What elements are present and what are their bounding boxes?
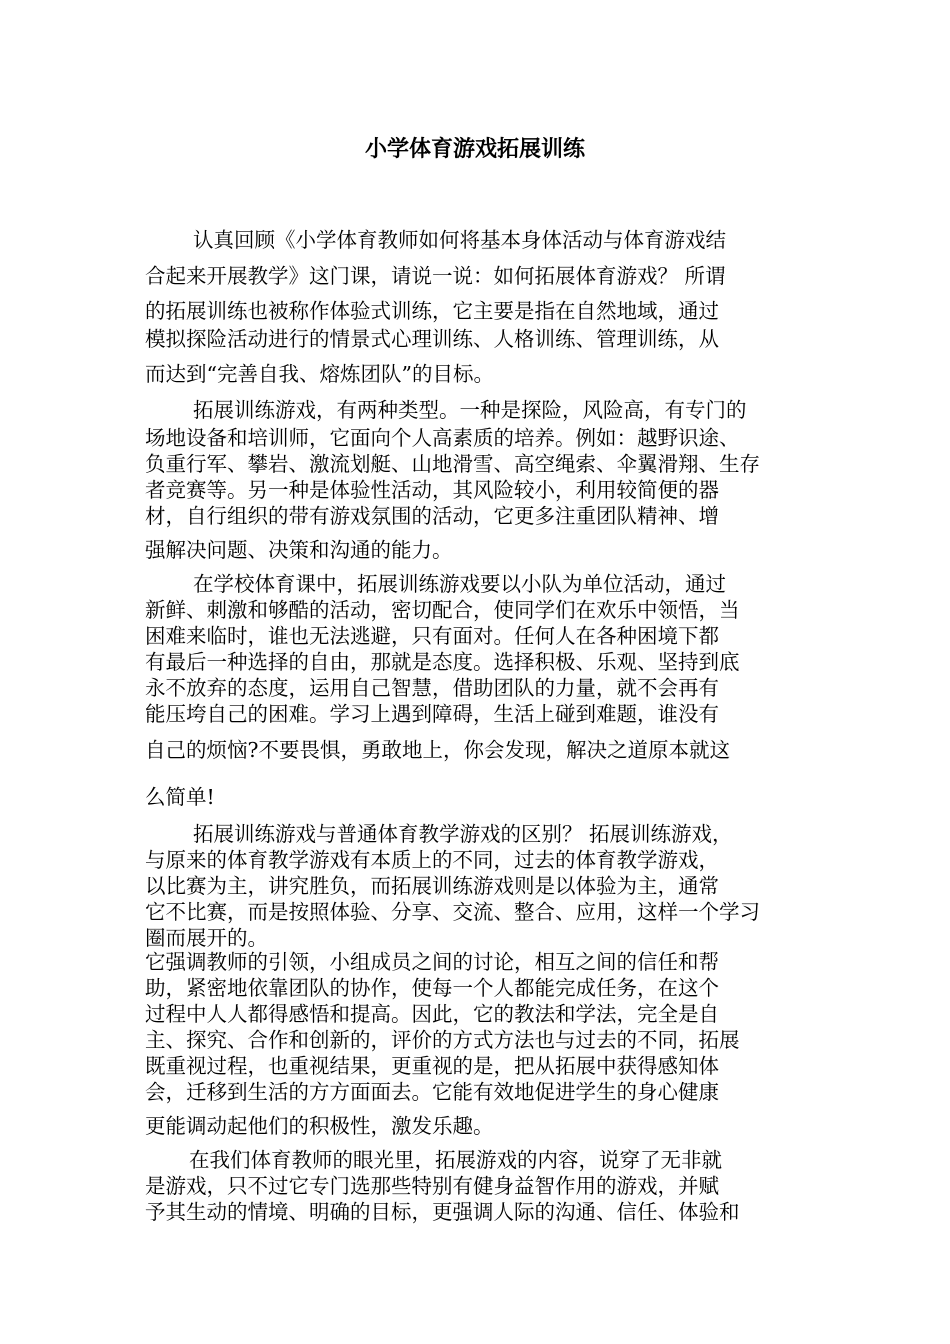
text-line: 助，紧密地依靠团队的协作，使每一个人都能完成任务，在这个	[145, 976, 719, 1000]
text-line: 以比赛为主，讲究胜负，而拓展训练游戏则是以体验为主，通常	[145, 874, 719, 898]
text-line: 过程中人人都得感悟和提高。因此，它的教法和学法，完全是自	[145, 1002, 719, 1026]
text-line: 与原来的体育教学游戏有本质上的不同，过去的体育教学游戏，	[145, 848, 719, 872]
text-line: 能压垮自己的困难。学习上遇到障碍，生活上碰到难题，谁没有	[145, 702, 719, 726]
text-line: 模拟探险活动进行的情景式心理训练、人格训练、管理训练，从	[145, 327, 719, 351]
text-line: 拓展训练游戏，有两种类型。一种是探险，风险高，有专门的	[193, 398, 747, 422]
text-line: 困难来临时，谁也无法逃避，只有面对。任何人在各种困境下都	[145, 624, 719, 648]
text-line: 有最后一种选择的自由，那就是态度。选择积极、乐观、坚持到底	[145, 650, 740, 674]
text-line: 负重行军、攀岩、激流划艇、山地滑雪、高空绳索、伞翼滑翔、生存	[145, 452, 760, 476]
text-line: 材，自行组织的带有游戏氛围的活动，它更多注重团队精神、增	[145, 504, 719, 528]
text-line: 合起来开展教学》这门课，请说一说：如何拓展体育游戏？ 所谓	[145, 264, 726, 288]
text-line: 的拓展训练也被称作体验式训练，它主要是指在自然地域，通过	[145, 299, 719, 323]
text-line: 自己的烦恼?不要畏惧，勇敢地上，你会发现，解决之道原本就这	[145, 738, 730, 762]
text-line: 它不比赛，而是按照体验、分享、交流、整合、应用，这样一个学习	[145, 900, 760, 924]
text-line: 场地设备和培训师，它面向个人高素质的培养。例如：越野识途、	[145, 426, 740, 450]
text-line: 圈而展开的。	[145, 926, 268, 950]
text-line: 者竞赛等。另一种是体验性活动，其风险较小，利用较简便的器	[145, 478, 719, 502]
text-line: 么简单!	[145, 785, 215, 809]
text-line: 既重视过程，也重视结果，更重视的是，把从拓展中获得感知体	[145, 1054, 719, 1078]
text-line: 永不放弃的态度，运用自己智慧，借助团队的力量，就不会再有	[145, 676, 719, 700]
text-line: 更能调动起他们的积极性，激发乐趣。	[145, 1114, 494, 1138]
text-line: 是游戏，只不过它专门选那些特别有健身益智作用的游戏，并赋	[145, 1174, 719, 1198]
document-title: 小学体育游戏拓展训练	[364, 136, 585, 162]
text-line: 会，迁移到生活的方方面面去。它能有效地促进学生的身心健康	[145, 1080, 719, 1104]
text-line: 拓展训练游戏与普通体育教学游戏的区别？ 拓展训练游戏，	[193, 822, 733, 846]
text-line: 认真回顾《小学体育教师如何将基本身体活动与体育游戏结	[193, 228, 726, 252]
text-line: 新鲜、刺激和够酷的活动，密切配合，使同学们在欢乐中领悟，当	[145, 598, 740, 622]
text-line: 在我们体育教师的眼光里，拓展游戏的内容，说穿了无非就	[189, 1148, 722, 1172]
text-line: 它强调教师的引领，小组成员之间的讨论，相互之间的信任和帮	[145, 950, 719, 974]
text-line: 而达到“完善自我、熔炼团队”的目标。	[145, 362, 494, 386]
text-line: 强解决问题、决策和沟通的能力。	[145, 538, 453, 562]
text-line: 主、探究、合作和创新的，评价的方式方法也与过去的不同，拓展	[145, 1028, 740, 1052]
text-line: 在学校体育课中，拓展训练游戏要以小队为单位活动，通过	[193, 572, 726, 596]
text-line: 予其生动的情境、明确的目标，更强调人际的沟通、信任、体验和	[145, 1200, 740, 1224]
